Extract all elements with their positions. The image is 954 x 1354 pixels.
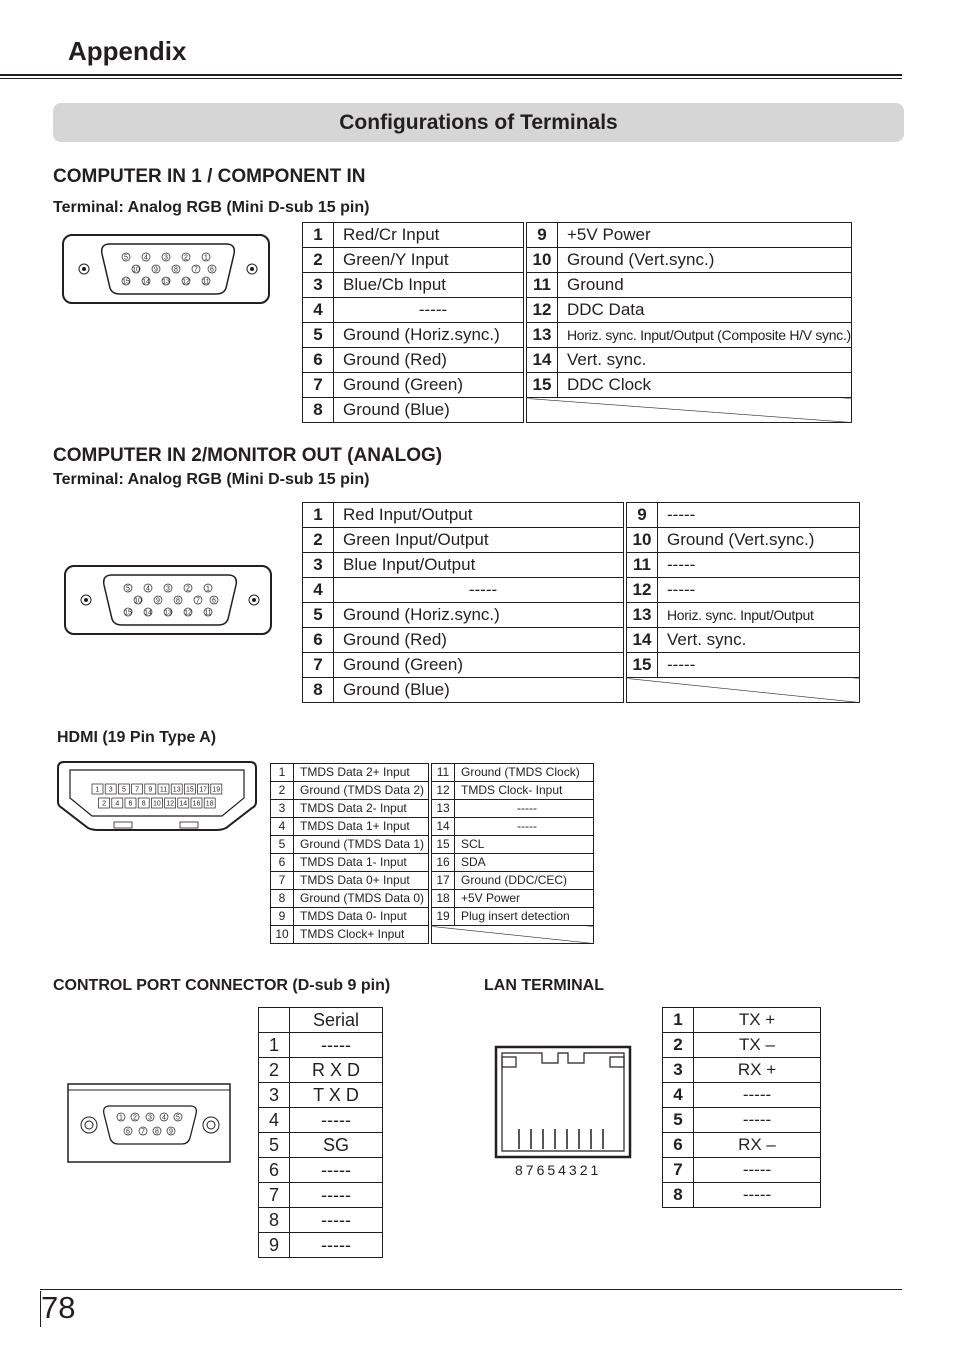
pin-signal: Ground (Blue) bbox=[334, 398, 524, 423]
rj45-connector-icon bbox=[494, 1045, 634, 1160]
table-row bbox=[303, 223, 852, 248]
pin-number: 18 bbox=[432, 890, 455, 908]
hdmi-pin-label: 1 bbox=[95, 786, 100, 794]
pin-number: 15 bbox=[432, 836, 455, 854]
pin-number: 15 bbox=[527, 373, 558, 398]
svg-text:13: 13 bbox=[162, 278, 170, 286]
pin-signal: Ground (Red) bbox=[334, 628, 624, 653]
table-row bbox=[271, 818, 594, 836]
table-row bbox=[303, 273, 852, 298]
svg-text:2: 2 bbox=[133, 1114, 137, 1122]
table-row bbox=[259, 1233, 383, 1258]
pin-signal: Horiz. sync. Input/Output (Composite H/V sync.) bbox=[558, 323, 852, 348]
pin-number: 4 bbox=[259, 1108, 290, 1133]
table-row bbox=[663, 1033, 821, 1058]
pin-number: 13 bbox=[432, 800, 455, 818]
pin-number: 1 bbox=[663, 1008, 694, 1033]
pin-signal: ----- bbox=[658, 503, 860, 528]
pin-number: 3 bbox=[663, 1058, 694, 1083]
section1-subheading: Terminal: Analog RGB (Mini D-sub 15 pin) bbox=[53, 199, 370, 216]
table-row bbox=[271, 926, 594, 944]
pin-signal: ----- bbox=[694, 1158, 821, 1183]
hdmi-pin-label: 6 bbox=[128, 800, 133, 808]
pin-number: 5 bbox=[271, 836, 294, 854]
svg-text:14: 14 bbox=[144, 609, 152, 617]
pin-signal: ----- bbox=[694, 1108, 821, 1133]
dsub15-connector-icon bbox=[62, 563, 278, 639]
table-row bbox=[259, 1058, 383, 1083]
pin-number: 7 bbox=[259, 1183, 290, 1208]
table-row bbox=[663, 1083, 821, 1108]
table-row bbox=[259, 1158, 383, 1183]
table-row bbox=[663, 1183, 821, 1208]
pin-signal: ----- bbox=[290, 1233, 383, 1258]
pin-signal: TX + bbox=[694, 1008, 821, 1033]
pin-number: 14 bbox=[527, 348, 558, 373]
pin-number: 8 bbox=[663, 1183, 694, 1208]
lan-heading: LAN TERMINAL bbox=[484, 977, 604, 994]
pin-signal: Vert. sync. bbox=[558, 348, 852, 373]
table-row bbox=[303, 373, 852, 398]
pin-signal: Ground (Horiz.sync.) bbox=[334, 603, 624, 628]
svg-text:9: 9 bbox=[154, 266, 158, 274]
pin-signal: Ground (Green) bbox=[334, 653, 624, 678]
table-row bbox=[303, 578, 860, 603]
svg-text:10: 10 bbox=[132, 266, 140, 274]
svg-text:3: 3 bbox=[164, 254, 168, 262]
pin-signal: Plug insert detection bbox=[455, 908, 594, 926]
hdmi-pin-label: 12 bbox=[166, 800, 174, 808]
svg-text:8: 8 bbox=[176, 597, 180, 605]
pin-signal: DDC Clock bbox=[558, 373, 852, 398]
hdmi-connector-icon bbox=[56, 760, 258, 832]
pin-signal: TMDS Data 2+ Input bbox=[294, 764, 429, 782]
pin-number: 2 bbox=[303, 248, 334, 273]
pin-signal: TX – bbox=[694, 1033, 821, 1058]
page-title: Appendix bbox=[68, 36, 187, 66]
pin-number: 2 bbox=[303, 528, 334, 553]
pin-number: 6 bbox=[303, 628, 334, 653]
svg-text:1: 1 bbox=[119, 1114, 123, 1122]
hdmi-pin-label: 13 bbox=[172, 786, 181, 794]
empty-cell bbox=[627, 678, 860, 703]
control-port-heading: CONTROL PORT CONNECTOR (D-sub 9 pin) bbox=[53, 977, 391, 994]
table-row bbox=[259, 1133, 383, 1158]
table-row bbox=[663, 1008, 821, 1033]
pin-number: 7 bbox=[303, 373, 334, 398]
hdmi-pin-label: 9 bbox=[148, 786, 153, 794]
table-row bbox=[663, 1108, 821, 1133]
svg-text:3: 3 bbox=[148, 1114, 152, 1122]
svg-text:9: 9 bbox=[156, 597, 160, 605]
hdmi-pin-label: 16 bbox=[192, 800, 201, 808]
hdmi-pin-label: 15 bbox=[186, 786, 194, 794]
svg-text:15: 15 bbox=[122, 278, 130, 286]
footer-rule bbox=[40, 1289, 902, 1290]
svg-text:7: 7 bbox=[141, 1128, 145, 1136]
svg-text:5: 5 bbox=[176, 1114, 180, 1122]
pin-signal: ----- bbox=[290, 1158, 383, 1183]
hdmi-pin-label: 11 bbox=[159, 786, 168, 794]
table-row bbox=[303, 628, 860, 653]
table-row bbox=[271, 890, 594, 908]
pin-number: 13 bbox=[527, 323, 558, 348]
pin-number: 3 bbox=[303, 273, 334, 298]
hdmi-pin-label: 7 bbox=[135, 786, 140, 794]
table-row bbox=[663, 1058, 821, 1083]
svg-text:4: 4 bbox=[162, 1114, 166, 1122]
table-row bbox=[303, 298, 852, 323]
table-header-row bbox=[259, 1008, 383, 1033]
svg-text:5: 5 bbox=[126, 585, 130, 593]
svg-text:11: 11 bbox=[204, 609, 212, 617]
pin-signal: Ground (Horiz.sync.) bbox=[334, 323, 524, 348]
hdmi-pin-label: 4 bbox=[115, 800, 120, 808]
hdmi-pin-label: 3 bbox=[108, 786, 113, 794]
pin-signal: Ground (Red) bbox=[334, 348, 524, 373]
table-row bbox=[259, 1208, 383, 1233]
table-row bbox=[271, 782, 594, 800]
pin-number: 2 bbox=[259, 1058, 290, 1083]
pin-signal: Ground (DDC/CEC) bbox=[455, 872, 594, 890]
hdmi-pin-label: 8 bbox=[141, 800, 146, 808]
table-row bbox=[303, 323, 852, 348]
pin-number: 3 bbox=[271, 800, 294, 818]
svg-text:4: 4 bbox=[144, 254, 148, 262]
pin-signal: R X D bbox=[290, 1058, 383, 1083]
pin-table-hdmi bbox=[270, 763, 594, 944]
pin-signal: TMDS Data 0- Input bbox=[294, 908, 429, 926]
pin-number: 10 bbox=[627, 528, 658, 553]
hdmi-pin-label: 5 bbox=[121, 786, 126, 794]
svg-text:8: 8 bbox=[174, 266, 178, 274]
pin-signal: Ground bbox=[558, 273, 852, 298]
svg-text:6: 6 bbox=[210, 266, 214, 274]
pin-number: 1 bbox=[259, 1033, 290, 1058]
svg-text:6: 6 bbox=[212, 597, 216, 605]
table-row bbox=[303, 653, 860, 678]
table-row bbox=[259, 1183, 383, 1208]
pin-signal: TMDS Clock- Input bbox=[455, 782, 594, 800]
section2-heading: COMPUTER IN 2/MONITOR OUT (ANALOG) bbox=[53, 445, 443, 466]
svg-text:2: 2 bbox=[184, 254, 188, 262]
pin-number: 15 bbox=[627, 653, 658, 678]
pin-number: 13 bbox=[627, 603, 658, 628]
pin-number: 11 bbox=[432, 764, 455, 782]
pin-signal: Green Input/Output bbox=[334, 528, 624, 553]
pin-number: 4 bbox=[663, 1083, 694, 1108]
hdmi-pin-label: 10 bbox=[153, 800, 161, 808]
pin-number: 7 bbox=[271, 872, 294, 890]
pin-number: 16 bbox=[432, 854, 455, 872]
pin-number: 4 bbox=[303, 298, 334, 323]
pin-signal: Ground (Vert.sync.) bbox=[558, 248, 852, 273]
pin-signal: TMDS Clock+ Input bbox=[294, 926, 429, 944]
lan-pin-order: 87654321 bbox=[515, 1162, 602, 1178]
table-row bbox=[271, 872, 594, 890]
empty-cell bbox=[259, 1008, 290, 1033]
dsub9-connector-icon bbox=[66, 1082, 234, 1166]
table-row bbox=[663, 1158, 821, 1183]
pin-table-computer-in-2 bbox=[302, 502, 860, 703]
pin-number: 8 bbox=[271, 890, 294, 908]
title-rule-thin bbox=[0, 78, 902, 79]
pin-signal: SDA bbox=[455, 854, 594, 872]
pin-number: 5 bbox=[663, 1108, 694, 1133]
page-number: 78 bbox=[41, 1290, 76, 1325]
pin-number: 8 bbox=[303, 398, 334, 423]
table-row bbox=[259, 1083, 383, 1108]
svg-text:6: 6 bbox=[126, 1128, 130, 1136]
pin-signal: TMDS Data 0+ Input bbox=[294, 872, 429, 890]
pin-signal: Ground (Blue) bbox=[334, 678, 624, 703]
pin-number: 12 bbox=[432, 782, 455, 800]
pin-number: 11 bbox=[527, 273, 558, 298]
pin-number: 11 bbox=[627, 553, 658, 578]
pin-signal: Ground (TMDS Data 1) bbox=[294, 836, 429, 854]
pin-number: 10 bbox=[527, 248, 558, 273]
dsub15-connector-icon bbox=[60, 232, 276, 308]
pin-signal: Blue/Cb Input bbox=[334, 273, 524, 298]
pin-table-lan bbox=[662, 1007, 821, 1208]
pin-number: 6 bbox=[303, 348, 334, 373]
pin-number: 2 bbox=[271, 782, 294, 800]
pin-number: 4 bbox=[303, 578, 334, 603]
table-row bbox=[303, 398, 852, 423]
pin-signal: Ground (TMDS Data 0) bbox=[294, 890, 429, 908]
table-row bbox=[303, 678, 860, 703]
pin-signal: TMDS Data 1- Input bbox=[294, 854, 429, 872]
pin-signal: ----- bbox=[455, 800, 594, 818]
pin-number: 8 bbox=[303, 678, 334, 703]
table-row bbox=[259, 1033, 383, 1058]
pin-signal: RX – bbox=[694, 1133, 821, 1158]
pin-signal: ----- bbox=[290, 1033, 383, 1058]
svg-text:1: 1 bbox=[204, 254, 208, 262]
svg-text:14: 14 bbox=[142, 278, 150, 286]
pin-table-computer-in-1 bbox=[302, 222, 852, 423]
table-row bbox=[303, 503, 860, 528]
pin-number: 3 bbox=[259, 1083, 290, 1108]
pin-number: 4 bbox=[271, 818, 294, 836]
hdmi-pin-label: 2 bbox=[102, 800, 107, 808]
empty-cell bbox=[432, 926, 594, 944]
hdmi-pin-label: 18 bbox=[205, 800, 214, 808]
svg-text:13: 13 bbox=[164, 609, 172, 617]
table-row bbox=[663, 1133, 821, 1158]
pin-signal: ----- bbox=[694, 1083, 821, 1108]
pin-signal: ----- bbox=[290, 1183, 383, 1208]
pin-number: 9 bbox=[627, 503, 658, 528]
pin-number: 14 bbox=[432, 818, 455, 836]
pin-number: 7 bbox=[303, 653, 334, 678]
pin-signal: ----- bbox=[290, 1208, 383, 1233]
table-row bbox=[303, 528, 860, 553]
pin-number: 6 bbox=[271, 854, 294, 872]
pin-signal: Ground (TMDS Clock) bbox=[455, 764, 594, 782]
table-row bbox=[271, 800, 594, 818]
pin-signal: Green/Y Input bbox=[334, 248, 524, 273]
pin-number: 5 bbox=[303, 603, 334, 628]
svg-text:1: 1 bbox=[206, 585, 210, 593]
table-row bbox=[303, 553, 860, 578]
hdmi-pin-label: 14 bbox=[179, 800, 188, 808]
pin-signal: DDC Data bbox=[558, 298, 852, 323]
pin-signal: ----- bbox=[658, 653, 860, 678]
pin-number: 17 bbox=[432, 872, 455, 890]
svg-text:7: 7 bbox=[196, 597, 200, 605]
svg-text:10: 10 bbox=[134, 597, 142, 605]
pin-signal: SCL bbox=[455, 836, 594, 854]
pin-number: 5 bbox=[259, 1133, 290, 1158]
pin-signal: Red/Cr Input bbox=[334, 223, 524, 248]
hdmi-heading: HDMI (19 Pin Type A) bbox=[57, 729, 217, 746]
pin-signal: Vert. sync. bbox=[658, 628, 860, 653]
pin-number: 9 bbox=[271, 908, 294, 926]
pin-signal: Blue Input/Output bbox=[334, 553, 624, 578]
table-row bbox=[271, 854, 594, 872]
svg-text:2: 2 bbox=[186, 585, 190, 593]
pin-signal: RX + bbox=[694, 1058, 821, 1083]
pin-number: 1 bbox=[271, 764, 294, 782]
svg-text:3: 3 bbox=[166, 585, 170, 593]
pin-number: 14 bbox=[627, 628, 658, 653]
empty-cell bbox=[527, 398, 852, 423]
pin-signal: Ground (Green) bbox=[334, 373, 524, 398]
svg-text:7: 7 bbox=[194, 266, 198, 274]
pin-signal: Ground (TMDS Data 2) bbox=[294, 782, 429, 800]
svg-text:5: 5 bbox=[124, 254, 128, 262]
pin-signal: ----- bbox=[290, 1108, 383, 1133]
pin-signal: ----- bbox=[658, 553, 860, 578]
pin-number: 5 bbox=[303, 323, 334, 348]
table-row bbox=[303, 348, 852, 373]
pin-number: 1 bbox=[303, 223, 334, 248]
pin-signal: T X D bbox=[290, 1083, 383, 1108]
table-row bbox=[271, 908, 594, 926]
pin-number: 6 bbox=[259, 1158, 290, 1183]
pin-number: 2 bbox=[663, 1033, 694, 1058]
pin-signal: SG bbox=[290, 1133, 383, 1158]
pin-signal: Horiz. sync. Input/Output bbox=[658, 603, 860, 628]
pin-signal: ----- bbox=[334, 298, 524, 323]
column-header: Serial bbox=[290, 1008, 383, 1033]
pin-signal: ----- bbox=[658, 578, 860, 603]
section1-heading: COMPUTER IN 1 / COMPONENT IN bbox=[53, 166, 366, 187]
pin-number: 9 bbox=[259, 1233, 290, 1258]
section-banner: Configurations of Terminals bbox=[53, 103, 904, 142]
svg-text:12: 12 bbox=[184, 609, 192, 617]
hdmi-pin-label: 17 bbox=[199, 786, 207, 794]
svg-text:8: 8 bbox=[155, 1128, 159, 1136]
svg-text:15: 15 bbox=[124, 609, 132, 617]
pin-signal: +5V Power bbox=[558, 223, 852, 248]
table-row bbox=[271, 836, 594, 854]
pin-number: 10 bbox=[271, 926, 294, 944]
pin-signal: TMDS Data 1+ Input bbox=[294, 818, 429, 836]
pin-number: 3 bbox=[303, 553, 334, 578]
pin-number: 6 bbox=[663, 1133, 694, 1158]
pin-number: 9 bbox=[527, 223, 558, 248]
pin-number: 1 bbox=[303, 503, 334, 528]
pin-signal: ----- bbox=[455, 818, 594, 836]
pin-number: 19 bbox=[432, 908, 455, 926]
hdmi-pin-label: 19 bbox=[212, 786, 221, 794]
pin-number: 12 bbox=[627, 578, 658, 603]
title-rule bbox=[0, 74, 902, 76]
pin-number: 7 bbox=[663, 1158, 694, 1183]
pin-table-control-port bbox=[258, 1007, 383, 1258]
svg-text:9: 9 bbox=[169, 1128, 173, 1136]
table-row bbox=[303, 603, 860, 628]
svg-text:4: 4 bbox=[146, 585, 150, 593]
pin-number: 8 bbox=[259, 1208, 290, 1233]
svg-text:12: 12 bbox=[182, 278, 190, 286]
pin-signal: Ground (Vert.sync.) bbox=[658, 528, 860, 553]
pin-signal: ----- bbox=[334, 578, 624, 603]
table-row bbox=[259, 1108, 383, 1133]
pin-number: 12 bbox=[527, 298, 558, 323]
table-row bbox=[303, 248, 852, 273]
table-row bbox=[271, 764, 594, 782]
pin-signal: ----- bbox=[694, 1183, 821, 1208]
section2-subheading: Terminal: Analog RGB (Mini D-sub 15 pin) bbox=[53, 471, 370, 488]
pin-signal: +5V Power bbox=[455, 890, 594, 908]
svg-text:11: 11 bbox=[202, 278, 210, 286]
pin-signal: Red Input/Output bbox=[334, 503, 624, 528]
pin-signal: TMDS Data 2- Input bbox=[294, 800, 429, 818]
